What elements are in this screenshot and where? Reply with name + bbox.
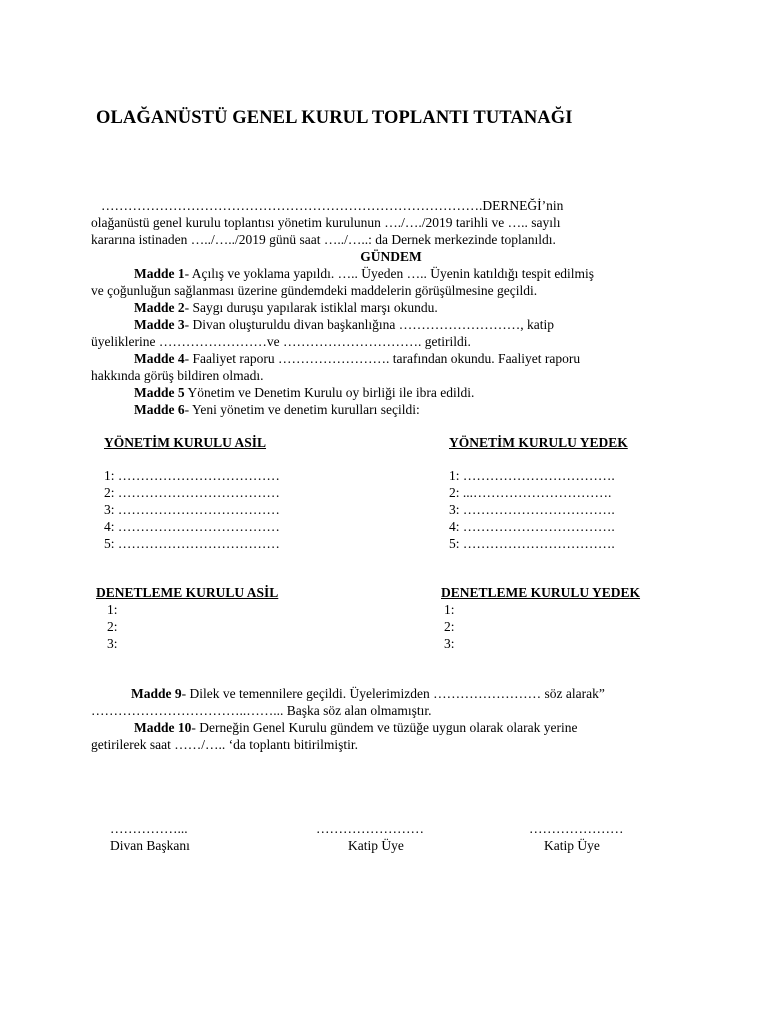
list-item: 1: ……………………………. — [449, 468, 615, 483]
signature-role: Divan Başkanı — [110, 838, 190, 853]
management-board-substitute-title: YÖNETİM KURULU YEDEK — [449, 435, 628, 450]
item-text: - Divan oluşturuldu divan başkanlığına ………………………, katip — [184, 317, 554, 332]
list-item: 1: — [444, 602, 455, 617]
item-label: Madde 3 — [134, 317, 185, 332]
intro-paragraph — [91, 197, 691, 418]
list-item: 1: — [107, 602, 118, 617]
item-label: Madde 4 — [134, 351, 185, 366]
item-label: Madde 10 — [134, 720, 192, 735]
intro-line-3: kararına istinaden …../…../2019 günü saat …../…..: da Dernek merkezinde toplanıldı. — [91, 232, 556, 247]
signature-line: ………………… — [529, 821, 624, 836]
list-item: 4: ……………………………. — [449, 519, 615, 534]
agenda-item-6 — [91, 401, 691, 418]
audit-board-principal-title: DENETLEME KURULU ASİL — [96, 585, 279, 600]
item-text: - Açılış ve yoklama yapıldı. ….. Üyeden ….. Üyenin katıldığı tespit edilmiş — [184, 266, 595, 281]
agenda-item-1-cont: ve çoğunluğun sağlanması üzerine gündemdeki maddelerin görüşülmesine geçildi. — [91, 283, 538, 298]
list-item: 2: — [107, 619, 118, 634]
closing-paragraph — [91, 685, 691, 753]
agenda-item-3-cont: üyeliklerine ……………………ve …………………………. getirildi. — [91, 334, 471, 349]
item-text: - Faaliyet raporu ……………………. tarafından okundu. Faaliyet raporu — [184, 351, 581, 366]
signature-line: …………………… — [316, 821, 424, 836]
management-board-substitute-list — [449, 467, 615, 552]
management-board-principal-title: YÖNETİM KURULU ASİL — [104, 435, 267, 450]
list-item: 4: ……………………………… — [104, 519, 280, 534]
item-label: Madde 2 — [134, 300, 185, 315]
agenda-item-5 — [91, 384, 691, 401]
agenda-heading: GÜNDEM — [360, 249, 422, 264]
list-item: 5: ……………………………… — [104, 536, 280, 551]
agenda-item-4-cont: hakkında görüş bildiren olmadı. — [91, 368, 264, 383]
signature-role: Katip Üye — [348, 838, 404, 853]
list-item: 3: ……………………………… — [104, 502, 280, 517]
item-text: - Derneğin Genel Kurulu gündem ve tüzüğe uygun olarak olarak yerine — [191, 720, 578, 735]
list-item: 3: — [444, 636, 455, 651]
intro-line-1: ………………………………………………………………………….DERNEĞİ’nin — [101, 198, 564, 213]
agenda-item-3 — [91, 316, 691, 333]
list-item: 3: — [107, 636, 118, 651]
agenda-item-9-cont: ……………………………..……... Başka söz alan olmamıştır. — [91, 703, 432, 718]
agenda-item-9 — [91, 685, 691, 702]
document-title: OLAĞANÜSTÜ GENEL KURUL TOPLANTI TUTANAĞI — [96, 108, 573, 128]
list-item: 2: ……………………………… — [104, 485, 280, 500]
item-text: - Yeni yönetim ve denetim kurulları seçildi: — [184, 402, 420, 417]
agenda-item-4 — [91, 350, 691, 367]
audit-board-substitute-list — [444, 601, 455, 652]
agenda-item-2 — [91, 299, 691, 316]
agenda-item-10 — [91, 719, 691, 736]
list-item: 5: ……………………………. — [449, 536, 615, 551]
item-label: Madde 6 — [134, 402, 185, 417]
audit-board-substitute-title: DENETLEME KURULU YEDEK — [441, 585, 641, 600]
list-item: 2: — [444, 619, 455, 634]
item-text: - Saygı duruşu yapılarak istiklal marşı okundu. — [184, 300, 438, 315]
intro-line-2: olağanüstü genel kurulu toplantısı yönetim kurulunun …./…./2019 tarihli ve ….. sayılı — [91, 215, 561, 230]
signature-line: ……………... — [110, 821, 188, 836]
management-board-principal-list — [104, 467, 280, 552]
signature-katip-uye-1 — [316, 820, 424, 854]
signature-role: Katip Üye — [544, 838, 600, 853]
signature-katip-uye-2 — [529, 820, 624, 854]
agenda-item-1 — [91, 265, 691, 282]
audit-board-principal-list — [107, 601, 118, 652]
item-label: Madde 9 — [131, 686, 182, 701]
item-text: - Dilek ve temennilere geçildi. Üyelerimizden …………………… söz alarak” — [181, 686, 605, 701]
list-item: 3: ……………………………. — [449, 502, 615, 517]
item-label: Madde 1 — [134, 266, 185, 281]
item-text: Yönetim ve Denetim Kurulu oy birliği ile ibra edildi. — [184, 385, 475, 400]
list-item: 1: ……………………………… — [104, 468, 280, 483]
item-label: Madde 5 — [134, 385, 185, 400]
agenda-item-10-cont: getirilerek saat ……/….. ‘da toplantı bitirilmiştir. — [91, 737, 358, 752]
list-item: 2: ...…………………………. — [449, 485, 612, 500]
signature-divan-baskani — [110, 820, 190, 854]
